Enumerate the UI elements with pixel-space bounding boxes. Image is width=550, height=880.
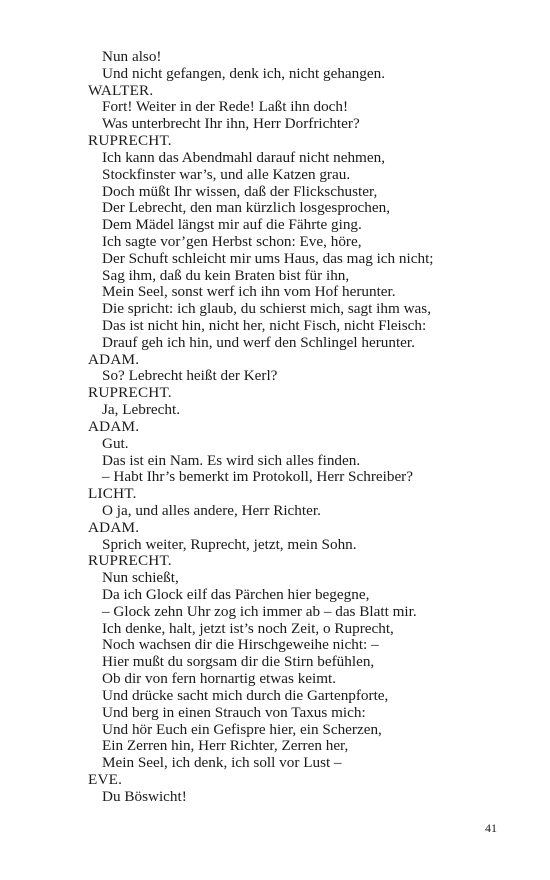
verse-line: Doch müßt Ihr wissen, daß der Flickschuster, bbox=[102, 182, 378, 200]
verse-line: Hier mußt du sorgsam dir die Stirn befühlen, bbox=[102, 653, 375, 671]
verse-line: Sprich weiter, Ruprecht, jetzt, mein Sohn. bbox=[102, 535, 357, 553]
speaker-name: LICHT. bbox=[88, 485, 137, 503]
verse-line: Das ist ein Nam. Es wird sich alles finden. bbox=[102, 451, 361, 469]
verse-line: Nun also! bbox=[102, 48, 162, 65]
verse-line: Ein Zerren hin, Herr Richter, Zerren her, bbox=[102, 737, 349, 755]
verse-line: – Glock zehn Uhr zog ich immer ab – das Blatt mir. bbox=[102, 602, 417, 620]
verse-line: Drauf geh ich hin, und werf den Schlingel herunter. bbox=[102, 333, 415, 351]
verse-line: So? Lebrecht heißt der Kerl? bbox=[102, 367, 278, 385]
verse-line: Und hör Euch ein Gefispre hier, ein Scherzen, bbox=[102, 720, 382, 738]
verse-line: Und drücke sacht mich durch die Gartenpforte, bbox=[102, 686, 389, 704]
verse-line: – Habt Ihr’s bemerkt im Protokoll, Herr Schreiber? bbox=[102, 468, 413, 486]
verse-line: Gut. bbox=[102, 434, 129, 452]
speaker-name: EVE. bbox=[88, 770, 123, 788]
speaker-name: ADAM. bbox=[88, 417, 140, 435]
verse-line: Der Lebrecht, den man kürzlich losgesprochen, bbox=[102, 199, 391, 217]
speaker-name: RUPRECHT. bbox=[88, 384, 172, 402]
verse-line: Der Schuft schleicht mir ums Haus, das mag ich nicht; bbox=[102, 249, 434, 267]
verse-line: Fort! Weiter in der Rede! Laßt ihn doch! bbox=[102, 98, 349, 116]
verse-line: Mein Seel, ich denk, ich soll vor Lust – bbox=[102, 754, 342, 772]
speaker-name: RUPRECHT. bbox=[88, 552, 172, 570]
speaker-name: ADAM. bbox=[88, 518, 140, 536]
verse-line: Da ich Glock eilf das Pärchen hier begegne, bbox=[102, 586, 370, 603]
verse-line: Du Böswicht! bbox=[102, 787, 187, 805]
verse-line: Ich denke, halt, jetzt ist’s noch Zeit, o Ruprecht, bbox=[102, 619, 394, 637]
verse-line: Was unterbrecht Ihr ihn, Herr Dorfrichter? bbox=[102, 115, 360, 133]
verse-line: Die spricht: ich glaub, du schierst mich, sagt ihm was, bbox=[102, 300, 432, 318]
page-number: 41 bbox=[485, 821, 497, 835]
verse-line: Ich kann das Abendmahl darauf nicht nehmen, bbox=[102, 148, 385, 166]
verse-line: Und berg in einen Strauch von Taxus mich: bbox=[102, 703, 366, 721]
verse-line: Ja, Lebrecht. bbox=[102, 401, 181, 419]
verse-line: Noch wachsen dir die Hirschgeweihe nicht: – bbox=[102, 636, 379, 654]
verse-line: Dem Mädel längst mir auf die Fährte ging. bbox=[102, 216, 362, 234]
verse-line: Und nicht gefangen, denk ich, nicht gehangen. bbox=[102, 64, 385, 82]
verse-line: Ob dir von fern hornartig etwas keimt. bbox=[102, 670, 337, 688]
verse-line: Sag ihm, daß du kein Braten bist für ihn, bbox=[102, 266, 350, 284]
verse-line: Mein Seel, sonst werf ich ihn vom Hof herunter. bbox=[102, 283, 396, 301]
verse-line: O ja, und alles andere, Herr Richter. bbox=[102, 501, 321, 519]
verse-line: Das ist nicht hin, nicht her, nicht Fisch, nicht Fleisch: bbox=[102, 317, 427, 334]
verse-line: Stockfinster war’s, und alle Katzen grau. bbox=[102, 165, 351, 183]
verse-line: Nun schießt, bbox=[102, 569, 179, 587]
verse-line: Ich sagte vor’gen Herbst schon: Eve, höre, bbox=[102, 232, 362, 250]
speaker-name: WALTER. bbox=[88, 81, 154, 99]
speaker-name: ADAM. bbox=[88, 350, 140, 368]
speaker-name: RUPRECHT. bbox=[88, 132, 172, 150]
play-text bbox=[88, 49, 528, 806]
